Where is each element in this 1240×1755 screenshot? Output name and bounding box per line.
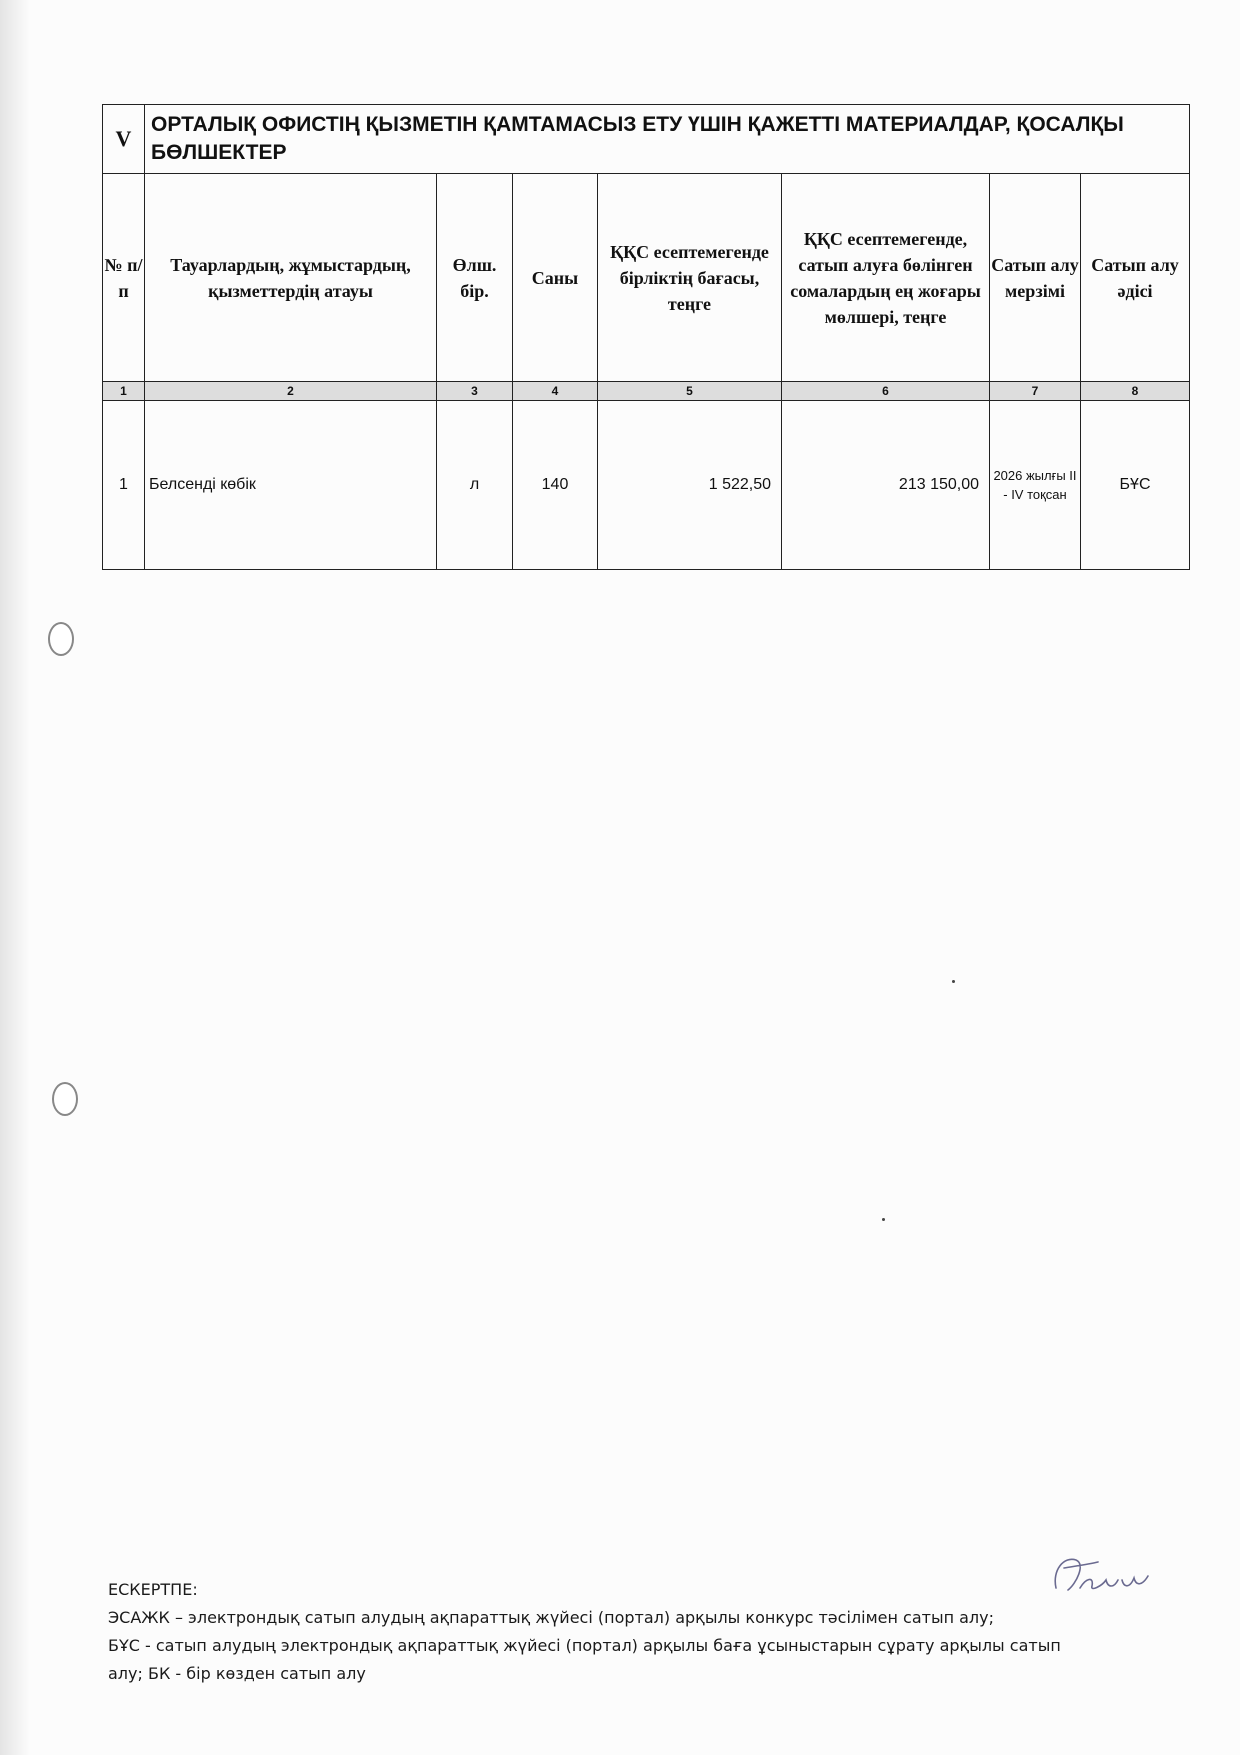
col-index: 3 bbox=[437, 382, 513, 401]
punch-hole bbox=[48, 622, 74, 656]
note-line: ЭСАЖК – электрондық сатып алудың ақпараттық жүйесі (портал) арқылы конкурс тәсілімен сатып алу; bbox=[108, 1608, 995, 1627]
note-line: алу; БК - бір көзден сатып алу bbox=[108, 1664, 366, 1683]
scan-speck bbox=[882, 1218, 885, 1221]
procurement-period: 2026 жылғы II - IV тоқсан bbox=[990, 401, 1081, 570]
col-header-num: № п/п bbox=[103, 174, 145, 382]
column-index-row bbox=[103, 382, 1190, 401]
notes-heading: ЕСКЕРТПЕ: bbox=[108, 1580, 198, 1599]
table-row bbox=[103, 401, 1190, 570]
col-index: 4 bbox=[513, 382, 598, 401]
section-header-row bbox=[103, 105, 1190, 174]
unit-price: 1 522,50 bbox=[598, 401, 782, 570]
col-header-unit: Өлш. бір. bbox=[437, 174, 513, 382]
total-amount: 213 150,00 bbox=[782, 401, 990, 570]
row-number: 1 bbox=[103, 401, 145, 570]
col-index: 6 bbox=[782, 382, 990, 401]
unit: л bbox=[437, 401, 513, 570]
procurement-method: БҰС bbox=[1081, 401, 1190, 570]
col-index: 1 bbox=[103, 382, 145, 401]
col-header-unit-price: ҚҚС есептемегенде бірліктің бағасы, теңге bbox=[598, 174, 782, 382]
item-name: Белсенді көбік bbox=[145, 401, 437, 570]
scan-speck bbox=[952, 980, 955, 983]
section-title: ОРТАЛЫҚ ОФИСТІҢ ҚЫЗМЕТІН ҚАМТАМАСЫЗ ЕТУ ҮШІН ҚАЖЕТТІ МАТЕРИАЛДАР, ҚОСАЛҚЫ БӨЛШЕКТЕР bbox=[145, 105, 1190, 174]
punch-hole bbox=[52, 1082, 78, 1116]
note-line: БҰС - сатып алудың электрондық ақпараттық жүйесі (портал) арқылы баға ұсыныстарын сұрату арқылы сатып bbox=[108, 1636, 1061, 1655]
quantity: 140 bbox=[513, 401, 598, 570]
section-number: V bbox=[103, 105, 145, 174]
col-header-method: Сатып алу әдісі bbox=[1081, 174, 1190, 382]
col-index: 7 bbox=[990, 382, 1081, 401]
col-index: 8 bbox=[1081, 382, 1190, 401]
col-header-name: Тауарлардың, жұмыстардың, қызметтердің атауы bbox=[145, 174, 437, 382]
col-header-total: ҚҚС есептемегенде, сатып алуға бөлінген сомалардың ең жоғары мөлшері, теңге bbox=[782, 174, 990, 382]
notes-section bbox=[108, 1576, 1118, 1688]
col-header-period: Сатып алу мерзімі bbox=[990, 174, 1081, 382]
procurement-table bbox=[102, 104, 1190, 570]
col-header-qty: Саны bbox=[513, 174, 598, 382]
col-index: 5 bbox=[598, 382, 782, 401]
col-index: 2 bbox=[145, 382, 437, 401]
column-header-row bbox=[103, 174, 1190, 382]
scan-edge-shadow bbox=[0, 0, 30, 1755]
